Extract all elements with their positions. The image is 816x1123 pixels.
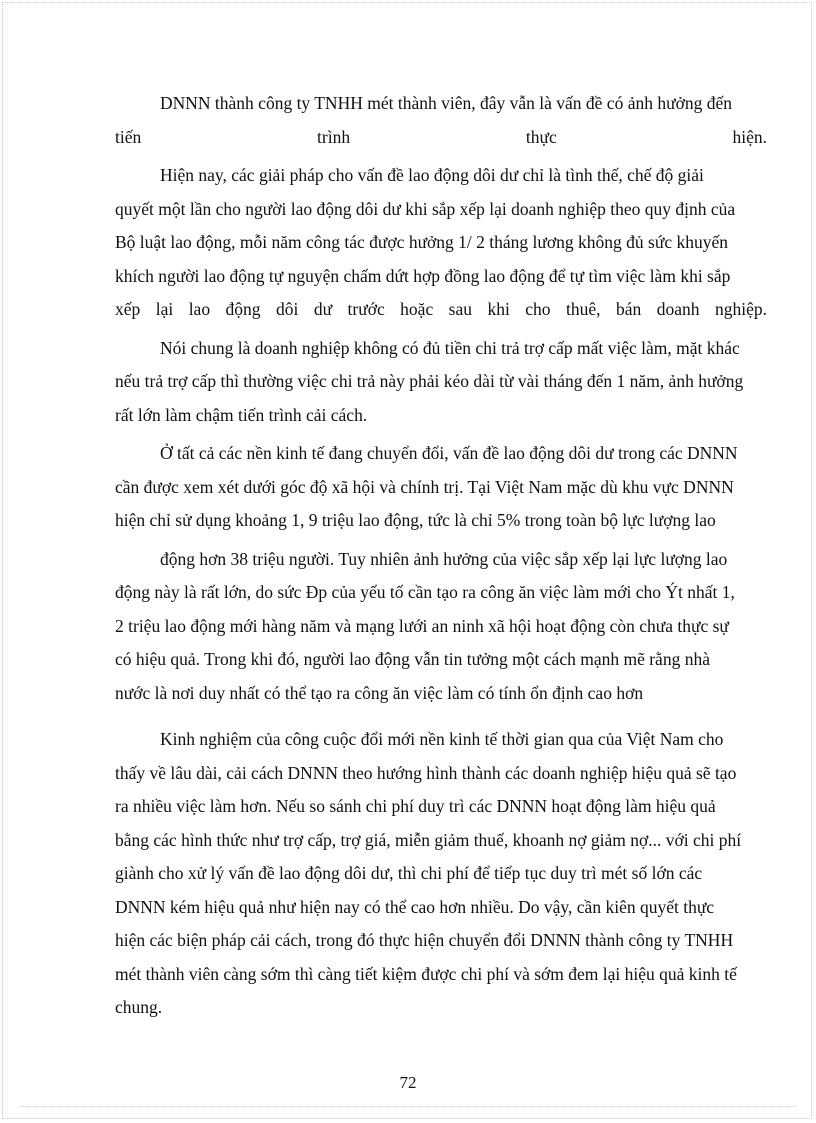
paragraph-5 <box>115 543 767 711</box>
word: cho <box>525 299 551 319</box>
word: thuê, <box>566 299 601 319</box>
paragraph-line: hiện chỉ sử dụng khoảng 1, 9 triệu lao động, tức là chỉ 5% trong toàn bộ lực lượng lao <box>115 510 716 530</box>
document-body <box>115 87 767 1025</box>
word: xếp <box>115 299 141 319</box>
word: khi <box>487 299 510 319</box>
paragraph-line: DNNN kém hiệu quả như hiện nay có thể cao hơn nhiều. Do vậy, cần kiên quyết thực <box>115 896 715 917</box>
word: tiến <box>115 126 142 147</box>
paragraph-6 <box>115 723 767 1025</box>
paragraph-line: ra nhiều việc làm hơn. Nếu so sánh chi phí duy trì các DNNN hoạt động làm hiệu quả <box>115 796 716 816</box>
paragraph-line: Hiện nay, các giải pháp cho vấn đề lao động dôi dư chỉ là tình thế, chế độ giải <box>160 165 704 185</box>
paragraph-line: khích người lao động tự nguyện chấm dứt hợp đồng lao động để tự tìm việc làm khi sắp <box>115 265 731 286</box>
word: dôi <box>275 299 299 319</box>
word: trình <box>317 126 351 147</box>
word: hoặc <box>400 299 434 319</box>
word: thực <box>525 126 557 147</box>
word: bán <box>615 299 642 319</box>
paragraph-line: hiện các biện pháp cải cách, trong đó thực hiện chuyển đổi DNNN thành công ty TNHH <box>115 930 734 950</box>
paragraph-line: Kinh nghiệm của công cuộc đổi mới nền kinh tế thời gian qua của Việt Nam cho <box>160 729 724 749</box>
paragraph-line: 2 triệu lao động mới hàng năm và mạng lưới an ninh xã hội hoạt động còn chưa thực sự <box>115 615 729 636</box>
paragraph-justified-line <box>115 121 767 155</box>
word: động <box>225 299 261 319</box>
paragraph-line: cần được xem xét dưới góc độ xã hội và chính trị. Tại Việt Nam mặc dù khu vực DNNN <box>115 476 734 497</box>
paragraph-line: chung. <box>115 997 163 1017</box>
paragraph-4 <box>115 437 767 538</box>
word: nghiệp. <box>714 299 767 319</box>
paragraph-line: Ở tất cả các nền kinh tế đang chuyển đổi, vấn đề lao động dôi dư trong các DNNN <box>160 443 738 463</box>
paragraph-line: động hơn 38 triệu người. Tuy nhiên ảnh hưởng của việc sắp xếp lại lực lượng lao <box>160 548 728 569</box>
paragraph-line: mét thành viên càng sớm thì càng tiết kiệm được chi phí và sớm đem lại hiệu quả kinh tế <box>115 963 737 984</box>
word: hiện. <box>732 126 767 147</box>
word: sau <box>448 299 472 319</box>
paragraph-line: thấy về lâu dài, cải cách DNNN theo hướng hình thành các doanh nghiệp hiệu quả sẽ tạo <box>115 762 737 783</box>
paragraph-1 <box>115 87 767 154</box>
paragraph-line: rất lớn làm chậm tiến trình cải cách. <box>115 404 368 425</box>
paragraph-line: nước là nơi duy nhất có thể tạo ra công ăn việc làm có tính ổn định cao hơn <box>115 682 644 703</box>
paragraph-line: Nói chung là doanh nghiệp không có đủ tiền chi trả trợ cấp mất việc làm, mặt khác <box>160 337 740 358</box>
word: dư <box>313 299 333 319</box>
word: doanh <box>656 299 700 319</box>
paragraph-line: Bộ luật lao động, mỗi năm công tác được hưởng 1/ 2 tháng lương không đủ sức khuyến <box>115 232 728 252</box>
paragraph-line: DNNN thành công ty TNHH mét thành viên, đây vẫn là vấn đề có ảnh hưởng đến <box>160 93 732 113</box>
paragraph-line: giành cho xử lý vấn đề lao động dôi dư, thì chi phí để tiếp tục duy trì mét số lớn các <box>115 863 703 883</box>
word: lao <box>188 299 211 319</box>
paragraph-line: nếu trả trợ cấp thì thường việc chi trả này phải kéo dài từ vài tháng đến 1 năm, ảnh hưởng <box>115 371 744 391</box>
paragraph-3 <box>115 332 767 433</box>
word: trước <box>347 299 385 319</box>
paragraph-2 <box>115 159 767 327</box>
paragraph-line: quyết một lần cho người lao động dôi dư khi sắp xếp lại doanh nghiệp theo quy định của <box>115 198 736 219</box>
paragraph-justified-line <box>115 293 767 327</box>
paragraph-line: động này là rất lớn, do sức Ðp của yếu tố cần tạo ra công ăn việc làm mới cho Ýt nhất 1, <box>115 582 735 602</box>
paragraph-line: bằng các hình thức như trợ cấp, trợ giá, miễn giảm thuế, khoanh nợ giảm nợ... với chi phí <box>115 829 742 850</box>
word: lại <box>155 299 174 319</box>
page-number: 72 <box>399 1073 417 1092</box>
paragraph-line: có hiệu quả. Trong khi đó, người lao động vẫn tin tưởng một cách mạnh mẽ rằng nhà <box>115 649 710 669</box>
bottom-divider <box>20 1106 796 1107</box>
